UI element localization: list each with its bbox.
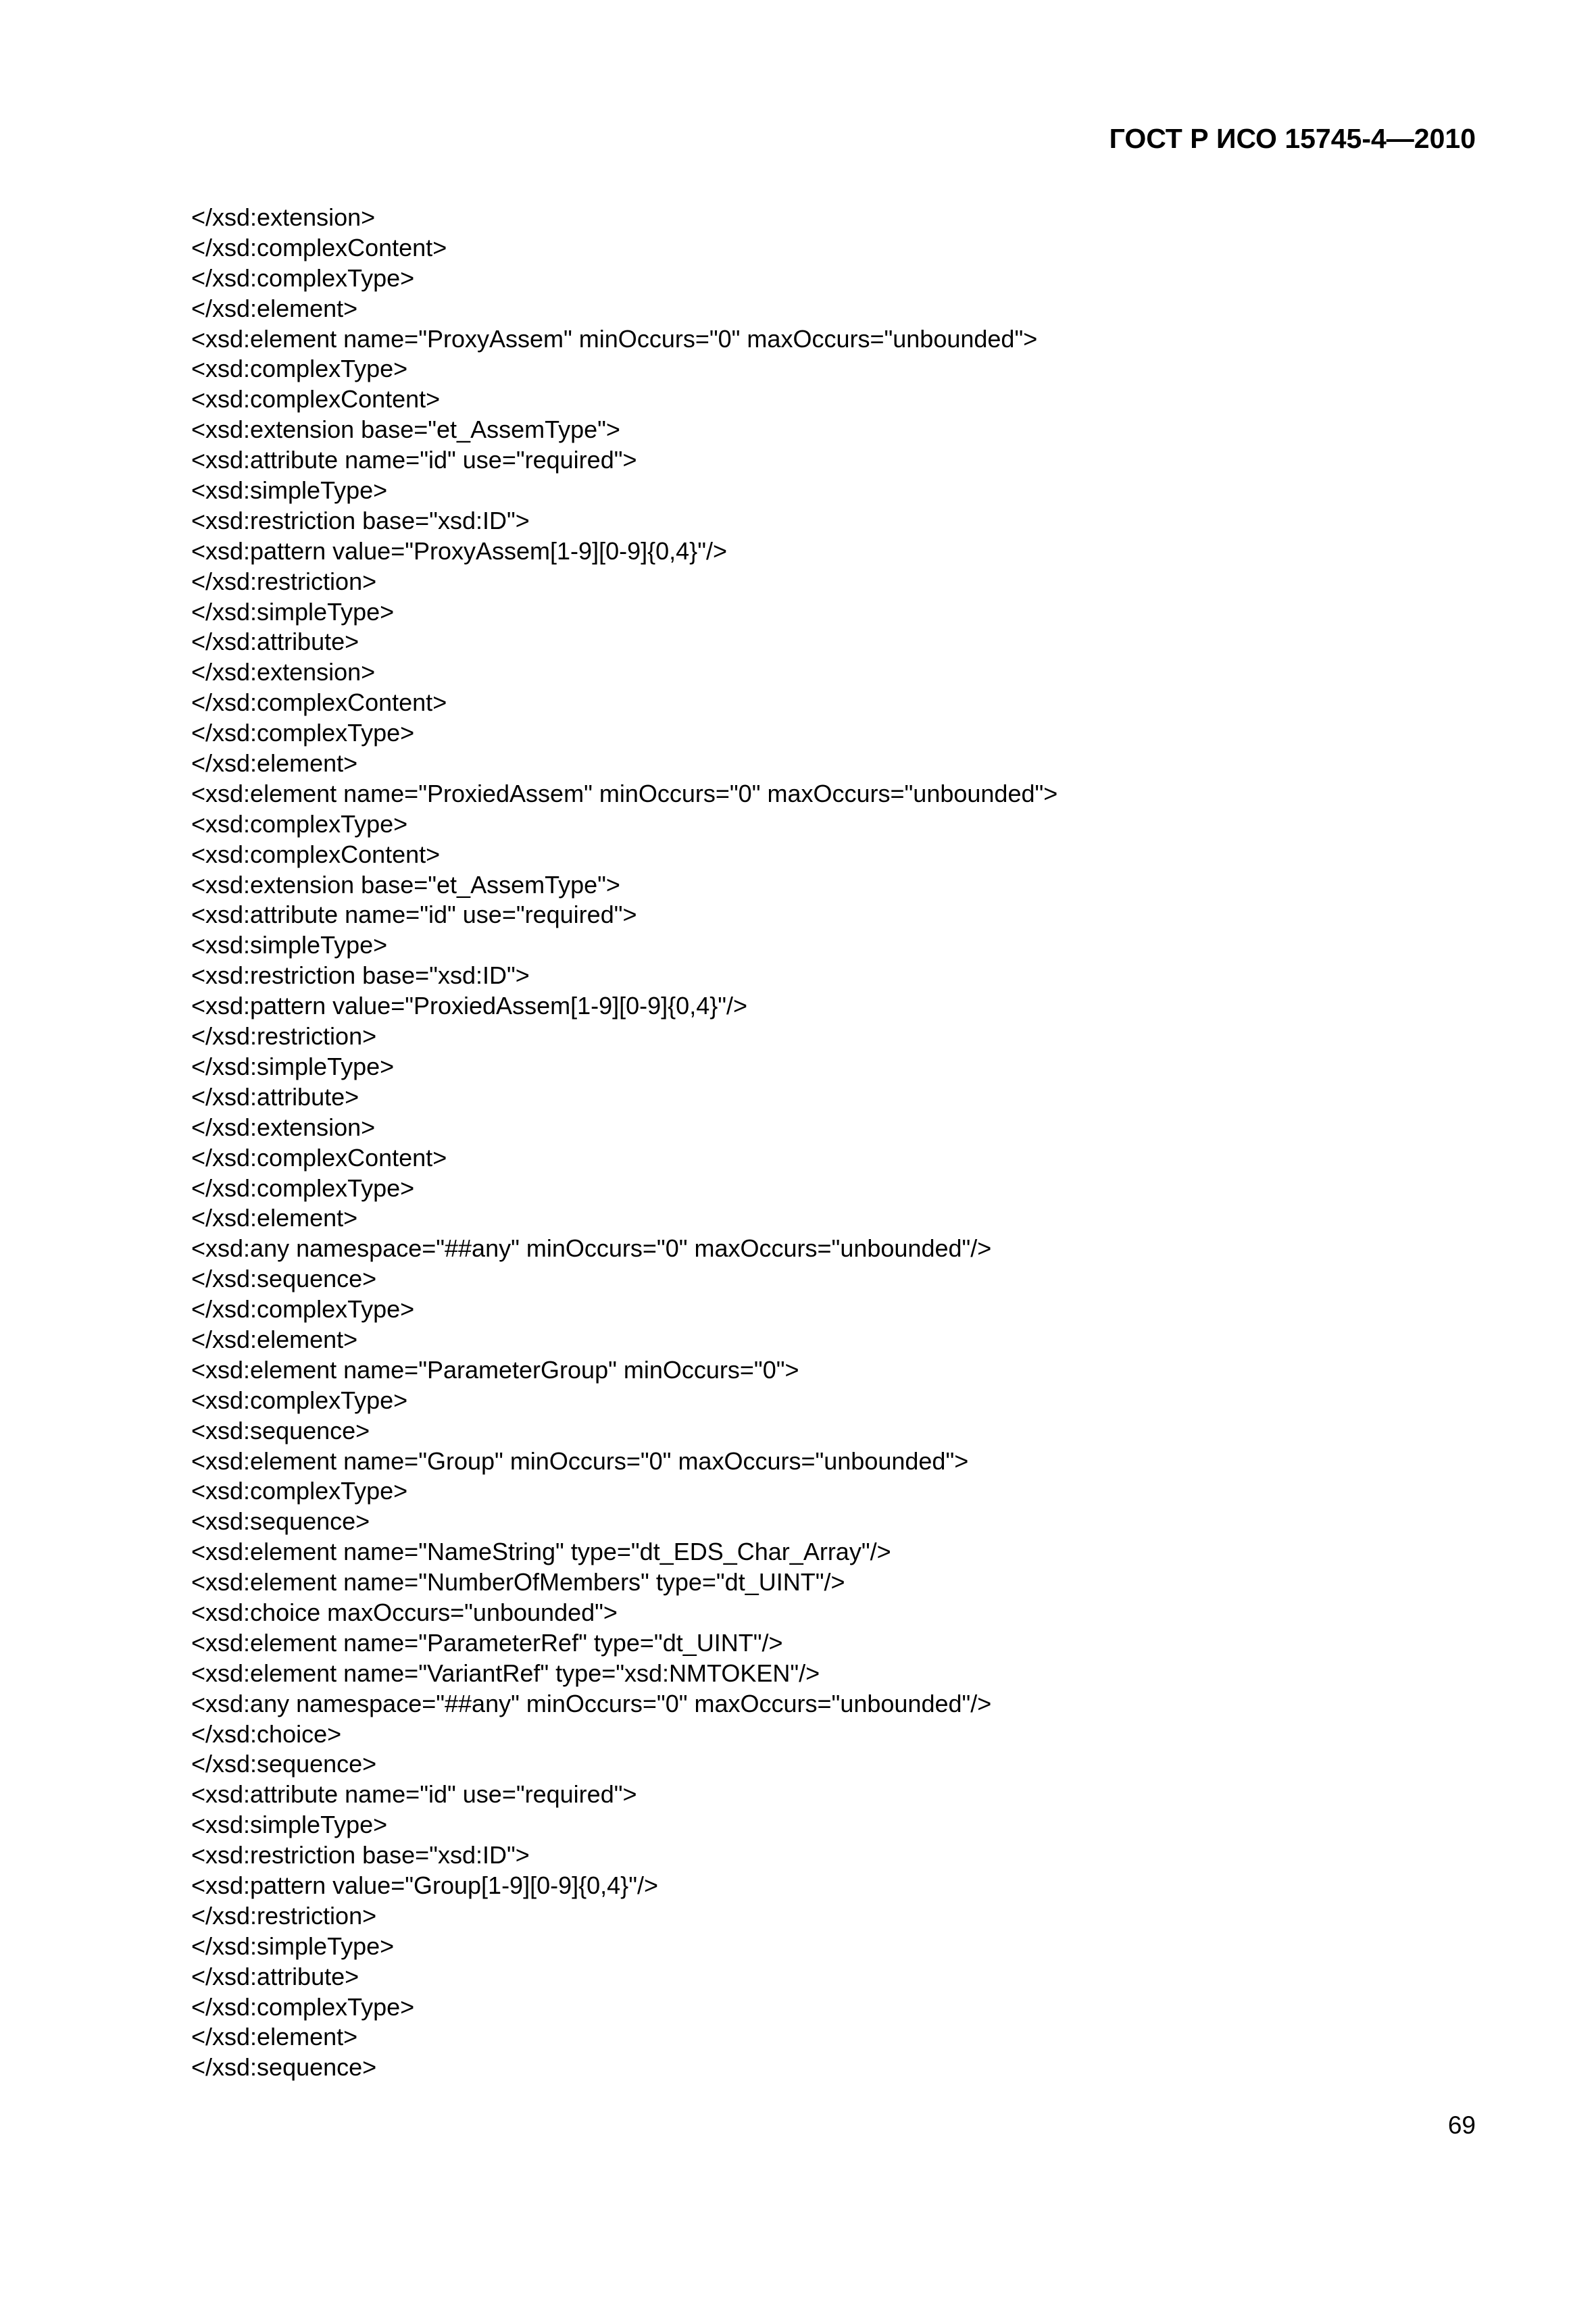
code-line: <xsd:choice maxOccurs="unbounded"> — [191, 1598, 618, 1626]
code-line: <xsd:complexContent> — [191, 840, 441, 868]
code-line: <xsd:complexType> — [191, 1477, 408, 1505]
code-line: <xsd:attribute name="id" use="required"> — [191, 1780, 637, 1809]
code-line: <xsd:element name="NameString" type="dt_EDS_Char_Array"/> — [191, 1538, 891, 1566]
code-line: <xsd:sequence> — [191, 1507, 370, 1536]
code-line: </xsd:sequence> — [191, 1265, 377, 1293]
code-line: </xsd:choice> — [191, 1719, 342, 1748]
code-line: </xsd:element> — [191, 749, 358, 778]
code-line: <xsd:attribute name="id" use="required"> — [191, 446, 637, 474]
code-line: </xsd:simpleType> — [191, 1932, 395, 1960]
code-line: <xsd:attribute name="id" use="required"> — [191, 901, 637, 929]
code-line: <xsd:pattern value="ProxiedAssem[1-9][0-9]{0,4}"/> — [191, 992, 748, 1020]
code-line: </xsd:attribute> — [191, 628, 359, 656]
code-line: </xsd:complexContent> — [191, 688, 447, 717]
code-line: <xsd:simpleType> — [191, 1811, 388, 1839]
code-line: <xsd:element name="ParameterRef" type="dt_UINT"/> — [191, 1628, 783, 1657]
code-line: </xsd:element> — [191, 2023, 358, 2051]
document-header: ГОСТ Р ИСО 15745-4—2010 — [1109, 123, 1476, 154]
code-line: <xsd:simpleType> — [191, 931, 388, 959]
code-line: <xsd:pattern value="ProxyAssem[1-9][0-9]{0,4}"/> — [191, 536, 728, 565]
code-line: </xsd:complexType> — [191, 719, 415, 747]
code-line: </xsd:extension> — [191, 203, 376, 231]
code-line: <xsd:restriction base="xsd:ID"> — [191, 506, 530, 534]
code-line: </xsd:attribute> — [191, 1082, 359, 1111]
code-line: </xsd:complexType> — [191, 263, 415, 292]
code-line: <xsd:complexType> — [191, 355, 408, 383]
code-line: <xsd:complexType> — [191, 809, 408, 838]
code-line: </xsd:attribute> — [191, 1962, 359, 1990]
code-line: <xsd:extension base="et_AssemType"> — [191, 416, 620, 444]
code-line: <xsd:element name="NumberOfMembers" type="dt_UINT"/> — [191, 1568, 845, 1596]
code-line: <xsd:sequence> — [191, 1416, 370, 1444]
code-line: <xsd:extension base="et_AssemType"> — [191, 870, 620, 899]
code-line: </xsd:extension> — [191, 1113, 376, 1141]
code-line: </xsd:complexType> — [191, 1174, 415, 1202]
xsd-code-listing — [191, 203, 1475, 2083]
code-line: </xsd:element> — [191, 1204, 358, 1232]
code-line: </xsd:simpleType> — [191, 597, 395, 626]
code-line: </xsd:complexType> — [191, 1992, 415, 2021]
code-line: </xsd:element> — [191, 294, 358, 322]
code-line: <xsd:complexContent> — [191, 385, 441, 413]
code-line: <xsd:pattern value="Group[1-9][0-9]{0,4}"/> — [191, 1871, 659, 1899]
code-line: <xsd:element name="ProxiedAssem" minOccurs="0" maxOccurs="unbounded"> — [191, 779, 1058, 807]
code-line: </xsd:restriction> — [191, 567, 377, 595]
code-line: <xsd:complexType> — [191, 1386, 408, 1414]
code-line: </xsd:restriction> — [191, 1901, 377, 1930]
code-line: <xsd:simpleType> — [191, 476, 388, 505]
code-line: </xsd:simpleType> — [191, 1052, 395, 1080]
code-line: </xsd:sequence> — [191, 2053, 377, 2082]
code-line: </xsd:complexContent> — [191, 1143, 447, 1172]
code-line: <xsd:element name="Group" minOccurs="0" maxOccurs="unbounded"> — [191, 1447, 969, 1475]
code-line: </xsd:complexType> — [191, 1295, 415, 1324]
code-line: </xsd:complexContent> — [191, 233, 447, 261]
code-line: <xsd:any namespace="##any" minOccurs="0" maxOccurs="unbounded"/> — [191, 1234, 992, 1263]
code-line: <xsd:element name="ParameterGroup" minOccurs="0"> — [191, 1355, 799, 1384]
code-line: <xsd:any namespace="##any" minOccurs="0" maxOccurs="unbounded"/> — [191, 1689, 992, 1717]
code-line: </xsd:element> — [191, 1325, 358, 1353]
code-line: </xsd:extension> — [191, 658, 376, 686]
code-line: <xsd:restriction base="xsd:ID"> — [191, 961, 530, 990]
code-line: <xsd:element name="ProxyAssem" minOccurs="0" maxOccurs="unbounded"> — [191, 324, 1038, 353]
code-line: <xsd:element name="VariantRef" type="xsd:NMTOKEN"/> — [191, 1659, 820, 1687]
code-line: </xsd:sequence> — [191, 1750, 377, 1778]
code-line: <xsd:restriction base="xsd:ID"> — [191, 1841, 530, 1869]
page-number: 69 — [1447, 2111, 1476, 2139]
code-line: </xsd:restriction> — [191, 1022, 377, 1051]
